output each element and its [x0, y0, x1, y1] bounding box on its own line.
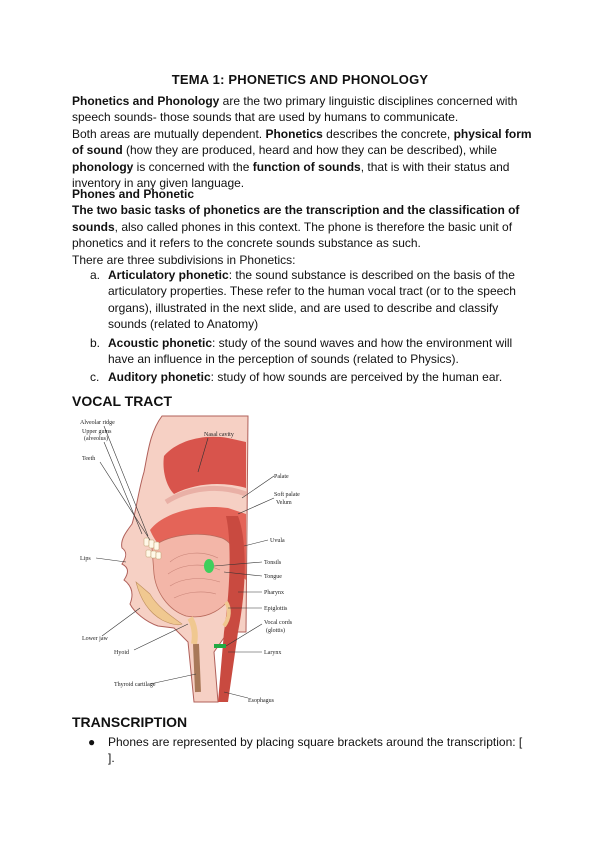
intro-term-phonetics-phonology: Phonetics and Phonology — [72, 94, 220, 108]
list-item — [72, 369, 532, 385]
intro-text-3: describes the concrete, — [322, 126, 454, 141]
intro-text-5: is concerned with the — [133, 159, 253, 174]
intro-term-function-of-sounds: function of sounds — [252, 159, 361, 174]
intro-term-physical-form: physical form of sound — [72, 126, 532, 158]
list-text: : study of how sounds are perceived by the human ear. — [210, 370, 503, 385]
diagram-label: (alveolus) — [84, 436, 108, 442]
intro-term-phonology: phonology — [72, 159, 134, 174]
diagram-label: Tonsils — [264, 560, 282, 566]
diagram-label: Uvula — [270, 538, 285, 544]
diagram-label: Nasal cavity — [204, 432, 234, 438]
list-text: : the sound substance is described on the basis of the articulatory properties. These refer to the human vocal tract (or to the speech organs), illustrated in the next slide, and are used to describe and classify sounds (related to Anatomy) — [108, 268, 516, 332]
list-item — [72, 335, 532, 368]
diagram-label: Upper gums — [82, 429, 112, 435]
intro-text-6: , that is with their status and inventory in any given language. — [72, 159, 510, 191]
list-marker: b. — [90, 335, 101, 350]
vocal-tract-diagram — [78, 412, 318, 708]
phones-text-2: There are three subdivisions in Phonetics: — [72, 252, 296, 267]
diagram-label: (glottis) — [266, 628, 285, 634]
diagram-label: Alveolar ridge — [80, 420, 115, 426]
list-marker: a. — [90, 268, 101, 282]
phones-bold-statement: The two basic tasks of phonetics are the transcription and the classification of sounds — [72, 203, 520, 234]
diagram-label: Lower jaw — [82, 636, 108, 642]
list-term: Auditory phonetic — [108, 370, 211, 385]
diagram-label: Lips — [80, 556, 91, 562]
intro-text-2: Both areas are mutually dependent. — [72, 126, 266, 141]
bullet-dot-icon: ● — [88, 735, 96, 749]
page-title: TEMA 1: PHONETICS AND PHONOLOGY — [171, 72, 429, 87]
vocal-tract-illustration — [78, 412, 318, 708]
intro-text-4: (how they are produced, heard and how they can be described), while — [122, 143, 497, 158]
diagram-label: Palate — [274, 474, 289, 480]
list-marker: c. — [90, 370, 100, 385]
diagram-label: Hyoid — [114, 650, 129, 656]
diagram-label: Thyroid cartilage — [114, 682, 156, 688]
intro-text-1: are the two primary linguistic disciplines concerned with speech sounds- those sounds that are used by humans to communicate. — [72, 94, 518, 125]
diagram-label: Larynx — [264, 650, 282, 656]
list-term: Acoustic phonetic — [108, 335, 213, 350]
diagram-label: Epiglottis — [264, 606, 288, 612]
intro-term-phonetics: Phonetics — [265, 126, 323, 141]
bullet-text: Phones are represented by placing square brackets around the transcription: [ ]. — [108, 735, 523, 766]
diagram-label: Esophagus — [248, 698, 274, 704]
diagram-label: Pharynx — [264, 590, 284, 596]
subdivisions-list — [72, 267, 532, 386]
diagram-label: Vocal cords — [264, 620, 293, 626]
phones-heading: Phones and Phonetic — [72, 187, 195, 201]
phones-text-1: , also called phones in this context. The phone is therefore the basic unit of phonetics and it refers to the concrete sounds substance as such. — [72, 219, 513, 251]
thyroid-cartilage-shape — [196, 644, 198, 692]
diagram-label: Soft palate — [274, 492, 300, 498]
list-term: Articulatory phonetic — [108, 268, 229, 282]
tonsils-shape — [204, 559, 214, 573]
transcription-bullet — [72, 734, 532, 767]
list-text: : study of the sound waves and how the environment will have an influence in the perception of sounds (related to Physics). — [108, 335, 513, 367]
intro-paragraph — [72, 93, 532, 191]
diagram-label: Teeth — [82, 456, 96, 462]
transcription-heading: TRANSCRIPTION — [72, 714, 188, 730]
diagram-label: Velum — [276, 500, 292, 506]
vocal-cords-shape — [214, 644, 226, 648]
vocal-tract-heading: VOCAL TRACT — [72, 393, 173, 409]
phones-section — [72, 186, 532, 268]
list-item — [72, 267, 532, 333]
diagram-label: Tongue — [264, 574, 282, 580]
